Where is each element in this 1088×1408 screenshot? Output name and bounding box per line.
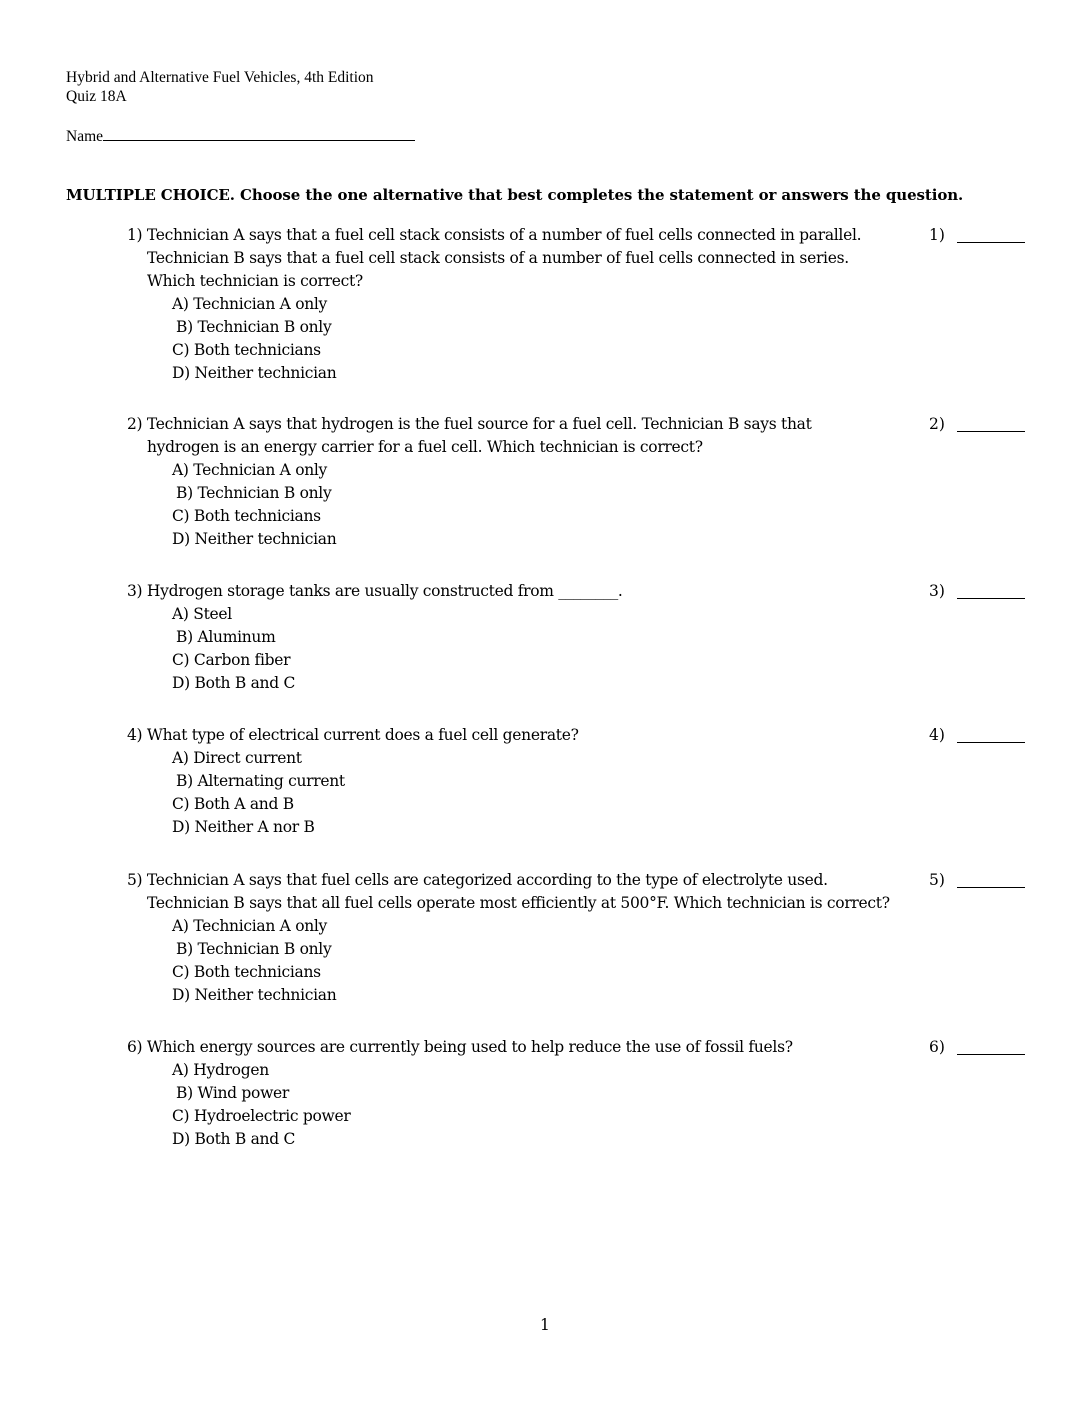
- answer-number: 1): [929, 226, 945, 244]
- name-label: Name: [66, 128, 104, 145]
- question-6: [127, 1036, 927, 1151]
- answer-option: D) Neither A nor B: [172, 818, 315, 836]
- answer-blank-line[interactable]: [957, 598, 1025, 599]
- question-4: [127, 724, 927, 839]
- answer-number: 4): [929, 726, 945, 744]
- answer-option: B) Technician B only: [176, 484, 332, 502]
- answer-option: D) Neither technician: [172, 530, 337, 548]
- answer-option: B) Alternating current: [176, 772, 345, 790]
- answer-option: B) Aluminum: [176, 628, 276, 646]
- question-text-line: 5) Technician A says that fuel cells are categorized according to the type of electrolyte used.: [127, 871, 828, 889]
- answer-number: 2): [929, 415, 945, 433]
- answer-blank-line[interactable]: [957, 242, 1025, 243]
- answer-option: D) Both B and C: [172, 674, 296, 692]
- question-text-line: 4) What type of electrical current does a fuel cell generate?: [127, 726, 579, 744]
- answer-number: 6): [929, 1038, 945, 1056]
- document-title: Hybrid and Alternative Fuel Vehicles, 4th Edition: [66, 69, 374, 86]
- question-text-line: 3) Hydrogen storage tanks are usually constructed from ________.: [127, 582, 623, 600]
- answer-option: C) Both A and B: [172, 795, 294, 813]
- answer-slot: [929, 1036, 945, 1059]
- answer-option: B) Technician B only: [176, 940, 332, 958]
- answer-option: A) Direct current: [172, 749, 302, 767]
- answer-option: C) Both technicians: [172, 507, 321, 525]
- answer-option: C) Carbon fiber: [172, 651, 291, 669]
- question-text-line: 6) Which energy sources are currently being used to help reduce the use of fossil fuels?: [127, 1038, 793, 1056]
- answer-number: 3): [929, 582, 945, 600]
- question-1: [127, 224, 927, 385]
- answer-blank-line[interactable]: [957, 431, 1025, 432]
- answer-slot: [929, 580, 945, 603]
- answer-slot: [929, 869, 945, 892]
- answer-option: C) Both technicians: [172, 963, 321, 981]
- question-text-line: 2) Technician A says that hydrogen is the fuel source for a fuel cell. Technician B says that: [127, 415, 812, 433]
- question-text-line: hydrogen is an energy carrier for a fuel cell. Which technician is correct?: [147, 438, 703, 456]
- question-text-line: Technician B says that all fuel cells operate most efficiently at 500°F. Which technician is correct?: [147, 894, 890, 912]
- answer-blank-line[interactable]: [957, 742, 1025, 743]
- answer-option: D) Both B and C: [172, 1130, 296, 1148]
- answer-option: B) Technician B only: [176, 318, 332, 336]
- answer-slot: [929, 413, 945, 436]
- answer-option: A) Steel: [172, 605, 232, 623]
- question-5: [127, 869, 927, 1007]
- question-text-line: Which technician is correct?: [147, 272, 363, 290]
- question-2: [127, 413, 927, 551]
- answer-option: A) Hydrogen: [172, 1061, 269, 1079]
- answer-option: D) Neither technician: [172, 986, 337, 1004]
- answer-option: A) Technician A only: [172, 917, 328, 935]
- instructions: MULTIPLE CHOICE. Choose the one alternative that best completes the statement or answers the question.: [66, 186, 964, 204]
- answer-option: C) Hydroelectric power: [172, 1107, 351, 1125]
- question-text-line: Technician B says that a fuel cell stack consists of a number of fuel cells connected in series.: [147, 249, 849, 267]
- name-field[interactable]: [66, 126, 415, 146]
- answer-option: C) Both technicians: [172, 341, 321, 359]
- page-number: 1: [540, 1316, 550, 1334]
- answer-blank-line[interactable]: [957, 1054, 1025, 1055]
- answer-option: A) Technician A only: [172, 295, 328, 313]
- answer-blank-line[interactable]: [957, 887, 1025, 888]
- answer-option: D) Neither technician: [172, 364, 337, 382]
- answer-slot: [929, 224, 945, 247]
- answer-slot: [929, 724, 945, 747]
- answer-number: 5): [929, 871, 945, 889]
- quiz-label: Quiz 18A: [66, 88, 127, 105]
- question-text-line: 1) Technician A says that a fuel cell stack consists of a number of fuel cells connected in parallel.: [127, 226, 862, 244]
- answer-option: B) Wind power: [176, 1084, 290, 1102]
- question-3: [127, 580, 927, 695]
- name-blank-line[interactable]: [103, 126, 415, 141]
- answer-option: A) Technician A only: [172, 461, 328, 479]
